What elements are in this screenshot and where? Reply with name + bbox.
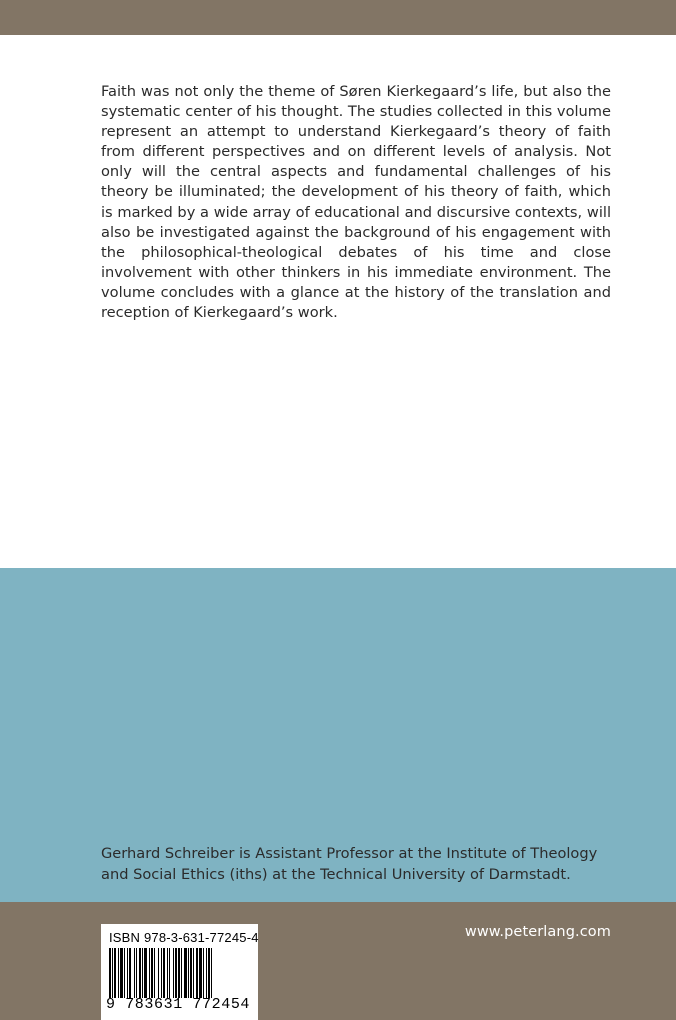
barcode-digits: 9 783631 772454 <box>106 996 251 1013</box>
barcode-bar <box>196 948 198 998</box>
barcode-bar <box>188 948 189 998</box>
isbn-label: ISBN 978-3-631-77245-4 <box>109 930 259 945</box>
barcode-bar <box>206 948 207 998</box>
barcode-bar <box>181 948 182 998</box>
barcode-bar <box>154 948 155 998</box>
barcode-bar <box>118 948 119 998</box>
barcode-bar <box>199 948 202 998</box>
top-band <box>0 0 676 35</box>
barcode-bar <box>139 948 141 998</box>
barcode-bar <box>134 948 135 998</box>
barcode-bar <box>124 948 125 998</box>
barcode-bar <box>129 948 131 998</box>
author-bio: Gerhard Schreiber is Assistant Professor at the Institute of Theology and Social Ethics (iths) at the Technical University of Darmstadt. <box>101 845 598 883</box>
barcode-bar <box>158 948 159 998</box>
barcode-bar <box>175 948 177 998</box>
barcode-bar <box>149 948 150 998</box>
barcode-bar <box>127 948 128 998</box>
barcode-bar <box>184 948 187 998</box>
barcode-bar <box>144 948 147 998</box>
barcode-bar <box>193 948 194 998</box>
barcode-bar <box>120 948 123 998</box>
barcode-bar <box>190 948 192 998</box>
barcode-bar <box>109 948 111 998</box>
barcode-bar <box>114 948 116 998</box>
barcode-bar <box>142 948 143 998</box>
barcode-bar <box>208 948 210 998</box>
barcode-bar <box>178 948 180 998</box>
barcode-bars <box>107 948 252 998</box>
blurb-text: Faith was not only the theme of Søren Kierkegaard’s life, but also the systematic center of his thought. The studies collected in this volume represent an attempt to understand Kierkegaard’s theory of faith from different perspectives and on different levels of analysis. Not only will the central aspects and fundamental challenges of his theory be illuminated; the development of his theory of faith, which is marked by a wide array of educational and discursive contexts, will also be investigated against the background of his engagement with the philosophical-theological debates of his time and close involvement with other thinkers in his immediate environment. The volume concludes with a glance at the history of the translation and reception of Kierkegaard’s work. <box>101 83 611 322</box>
barcode-bar <box>163 948 165 998</box>
isbn-barcode <box>101 924 258 1020</box>
barcode-bar <box>169 948 170 998</box>
barcode-bar <box>203 948 204 998</box>
barcode-bar <box>173 948 174 998</box>
barcode-bar <box>136 948 137 998</box>
barcode-bar <box>112 948 113 998</box>
barcode-bar <box>211 948 212 998</box>
barcode-bar <box>167 948 168 998</box>
barcode-bar <box>151 948 153 998</box>
barcode-bar <box>161 948 162 998</box>
publisher-website[interactable]: www.peterlang.com <box>464 924 611 940</box>
